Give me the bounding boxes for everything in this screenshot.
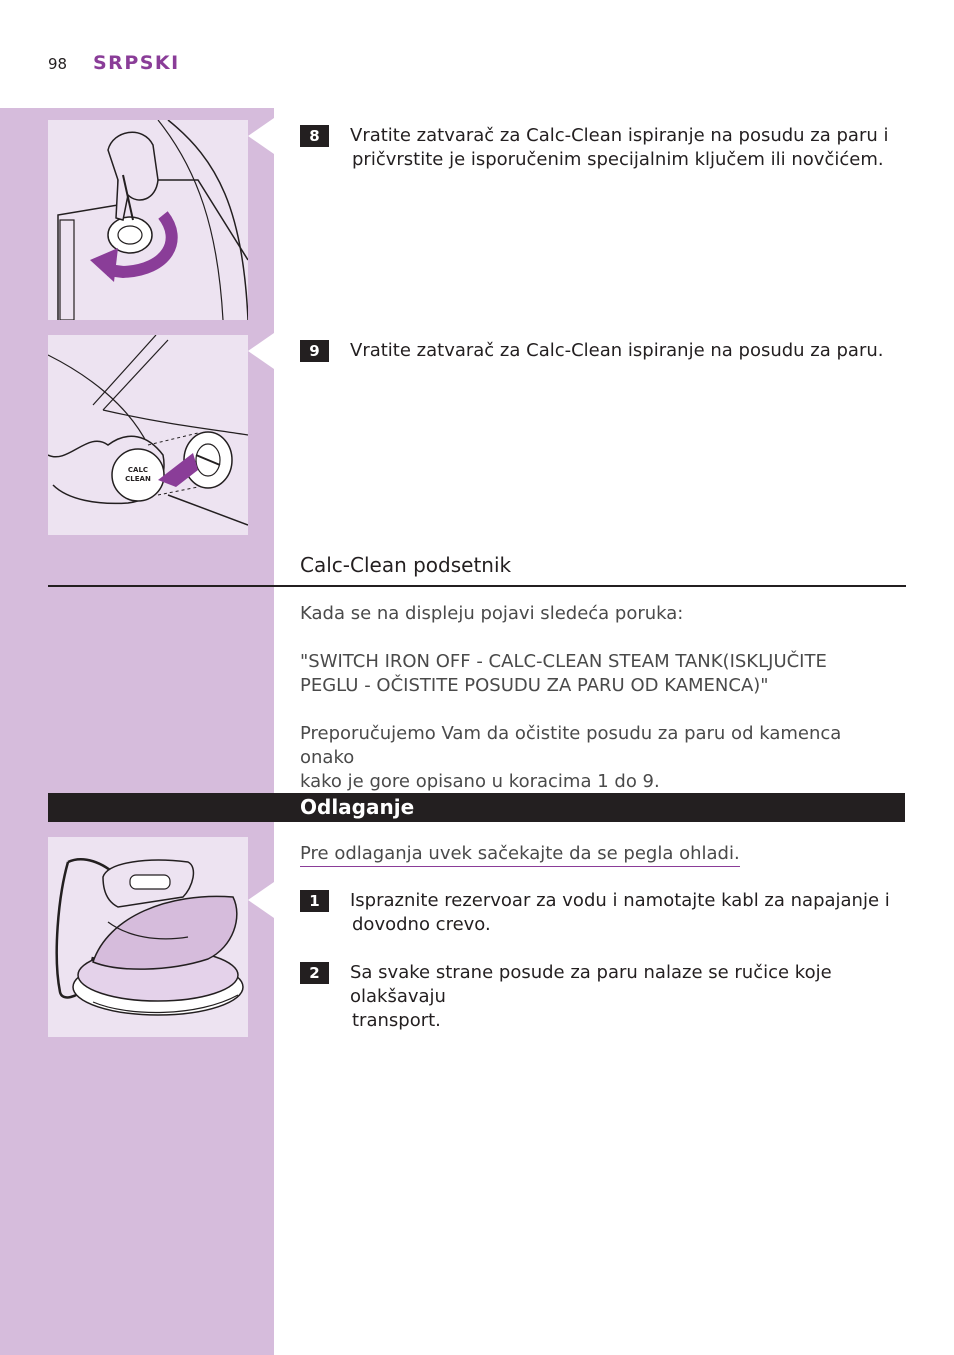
storage-step-number-1: 1 [300,890,329,912]
storage-heading: Odlaganje [300,795,415,819]
step-8-line1: Vratite zatvarač za Calc-Clean ispiranje na posudu za paru i [350,125,889,146]
reminder-p2-line1: "SWITCH IRON OFF - CALC-CLEAN STEAM TANK(ISKLJUČITE [300,651,827,672]
reminder-p2-line2: PEGLU - OČISTITE POSUDU ZA PARU OD KAMENCA)" [300,675,769,696]
reminder-paragraph-2 [300,650,900,698]
cap-label-line2: CLEAN [125,475,151,483]
storage-step-text-1 [350,889,905,937]
storage-step-1-line1: Ispraznite rezervoar za vodu i namotajte kabl za napajanje i [350,890,890,911]
step-number-8: 8 [300,125,329,147]
key-tighten-drawing [48,120,248,320]
illustration-pointer [248,333,274,369]
storage-step-1-line2: dovodno crevo. [352,914,491,935]
storage-step-text-2 [350,961,905,1033]
step-8-line2: pričvrstite je isporučenim specijalnim ključem ili novčićem. [352,149,884,170]
illustration-iron-stored [48,837,248,1037]
section-divider [48,585,906,587]
step-text-8 [350,124,905,172]
reminder-p3-line1: Preporučujemo Vam da očistite posudu za paru od kamenca onako [300,723,842,768]
cap-insert-drawing [48,335,248,535]
storage-step-2-line2: transport. [352,1010,441,1031]
step-number-9: 9 [300,340,329,362]
reminder-heading: Calc-Clean podsetnik [300,553,512,577]
cap-label-line1: CALC [127,466,149,474]
language-label: SRPSKI [93,52,180,74]
illustration-pointer [248,882,274,918]
storage-step-number-2: 2 [300,962,329,984]
page-number: 98 [48,55,68,73]
storage-note: Pre odlaganja uvek sačekajte da se pegla ohladi. [300,842,740,867]
illustration-pointer [248,118,274,154]
reminder-paragraph-1: Kada se na displeju pojavi sledeća poruka: [300,603,684,624]
reminder-paragraph-3 [300,722,900,794]
storage-step-2-line1: Sa svake strane posude za paru nalaze se ručice koje olakšavaju [350,962,832,1007]
iron-stored-drawing [48,837,248,1037]
step-text-9: Vratite zatvarač za Calc-Clean ispiranje na posudu za paru. [350,340,884,361]
illustration-key-tighten [48,120,248,320]
section-header-bar [48,793,905,822]
illustration-cap-insert [48,335,248,535]
reminder-p3-line2: kako je gore opisano u koracima 1 do 9. [300,771,660,792]
